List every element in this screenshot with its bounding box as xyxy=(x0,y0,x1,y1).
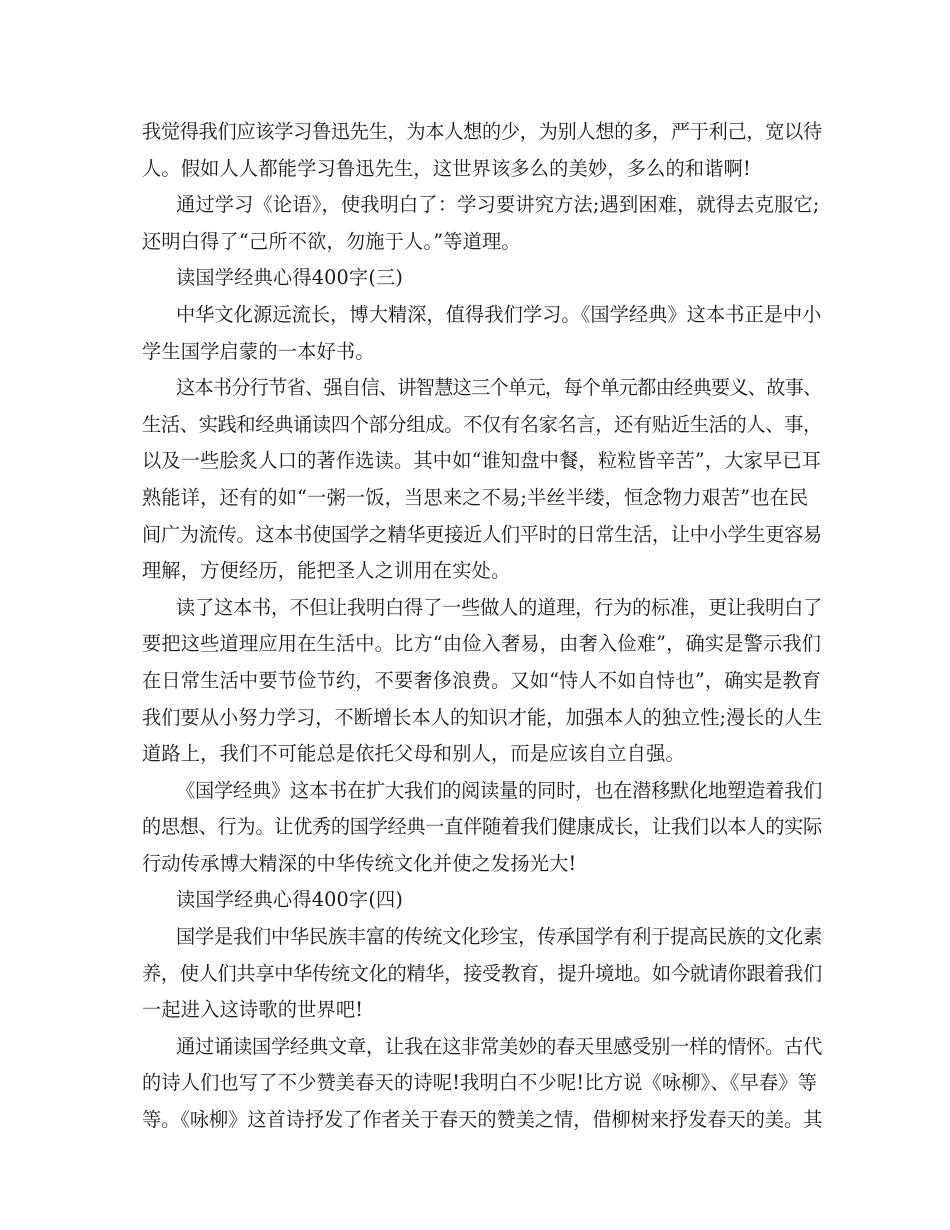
text-line: 在日常生活中要节俭节约，不要奢侈浪费。又如“恃人不如自恃也”，确实是教育 xyxy=(142,668,822,692)
text-line: 要把这些道理应用在生活中。比方“由俭入奢易，由奢入俭难”，确实是警示我们 xyxy=(142,632,822,656)
text-line: 通过诵读国学经典文章，让我在这非常美妙的春天里感受别一样的情怀。古代 xyxy=(176,1034,823,1058)
text-line: 生活、实践和经典诵读四个部分组成。不仅有名家名言，还有贴近生活的人、事， xyxy=(142,412,822,436)
text-line: 行动传承博大精深的中华传统文化并使之发扬光大! xyxy=(142,851,577,875)
text-line: 我们要从小努力学习，不断增长本人的知识才能，加强本人的独立性;漫长的人生 xyxy=(142,705,823,729)
text-line: 一起进入这诗歌的世界吧! xyxy=(142,998,364,1022)
text-line: 学生国学启蒙的一本好书。 xyxy=(142,339,375,363)
text-line: 人。假如人人都能学习鲁迅先生，这世界该多么的美妙，多么的和谐啊! xyxy=(142,156,751,180)
text-line: 还明白得了“己所不欲，勿施于人。”等道理。 xyxy=(142,229,521,253)
text-line: 国学是我们中华民族丰富的传统文化珍宝，传承国学有利于提高民族的文化素 xyxy=(176,925,823,949)
text-line: 中华文化源远流长，博大精深，值得我们学习。《国学经典》这本书正是中小 xyxy=(176,302,822,326)
text-line: 读了这本书，不但让我明白得了一些做人的道理，行为的标准，更让我明白了 xyxy=(176,595,823,619)
text-line: 间广为流传。这本书使国学之精华更接近人们平时的日常生活，让中小学生更容易 xyxy=(142,522,822,546)
text-line: 的诗人们也写了不少赞美春天的诗呢!我明白不少呢!比方说《咏柳》、《早春》等 xyxy=(142,1071,818,1095)
text-line: 熟能详，还有的如“一粥一饭，当思来之不易;半丝半缕，恒念物力艰苦”也在民 xyxy=(142,485,809,509)
text-line: 等。《咏柳》这首诗抒发了作者关于春天的赞美之情，借柳树来抒发春天的美。其 xyxy=(142,1108,823,1132)
text-line: 养，使人们共享中华传统文化的精华，接受教育，提升境地。如今就请你跟着我们 xyxy=(142,961,822,985)
text-line: 《国学经典》这本书在扩大我们的阅读量的同时，也在潜移默化地塑造着我们 xyxy=(176,778,823,802)
document-body xyxy=(142,114,823,1139)
text-line: 理解，方便经历，能把圣人之训用在实处。 xyxy=(142,559,511,583)
text-line: 的思想、行为。让优秀的国学经典一直伴随着我们健康成长，让我们以本人的实际 xyxy=(142,815,822,839)
text-line: 读国学经典心得400字(三) xyxy=(176,266,404,290)
text-line: 道路上，我们不可能总是依托父母和别人，而是应该自立自强。 xyxy=(142,742,685,766)
text-line: 以及一些脍炙人口的著作选读。其中如“谁知盘中餐，粒粒皆辛苦”，大家早已耳 xyxy=(142,449,822,473)
text-line: 读国学经典心得400字(四) xyxy=(176,888,404,912)
text-line: 我觉得我们应该学习鲁迅先生，为本人想的少，为别人想的多，严于利己，宽以待 xyxy=(142,120,822,143)
text-line: 这本书分行节省、强自信、讲智慧这三个单元，每个单元都由经典要义、故事、 xyxy=(176,376,822,400)
text-line: 通过学习《论语》，使我明白了：学习要讲究方法;遇到困难，就得去克服它; xyxy=(176,193,820,217)
